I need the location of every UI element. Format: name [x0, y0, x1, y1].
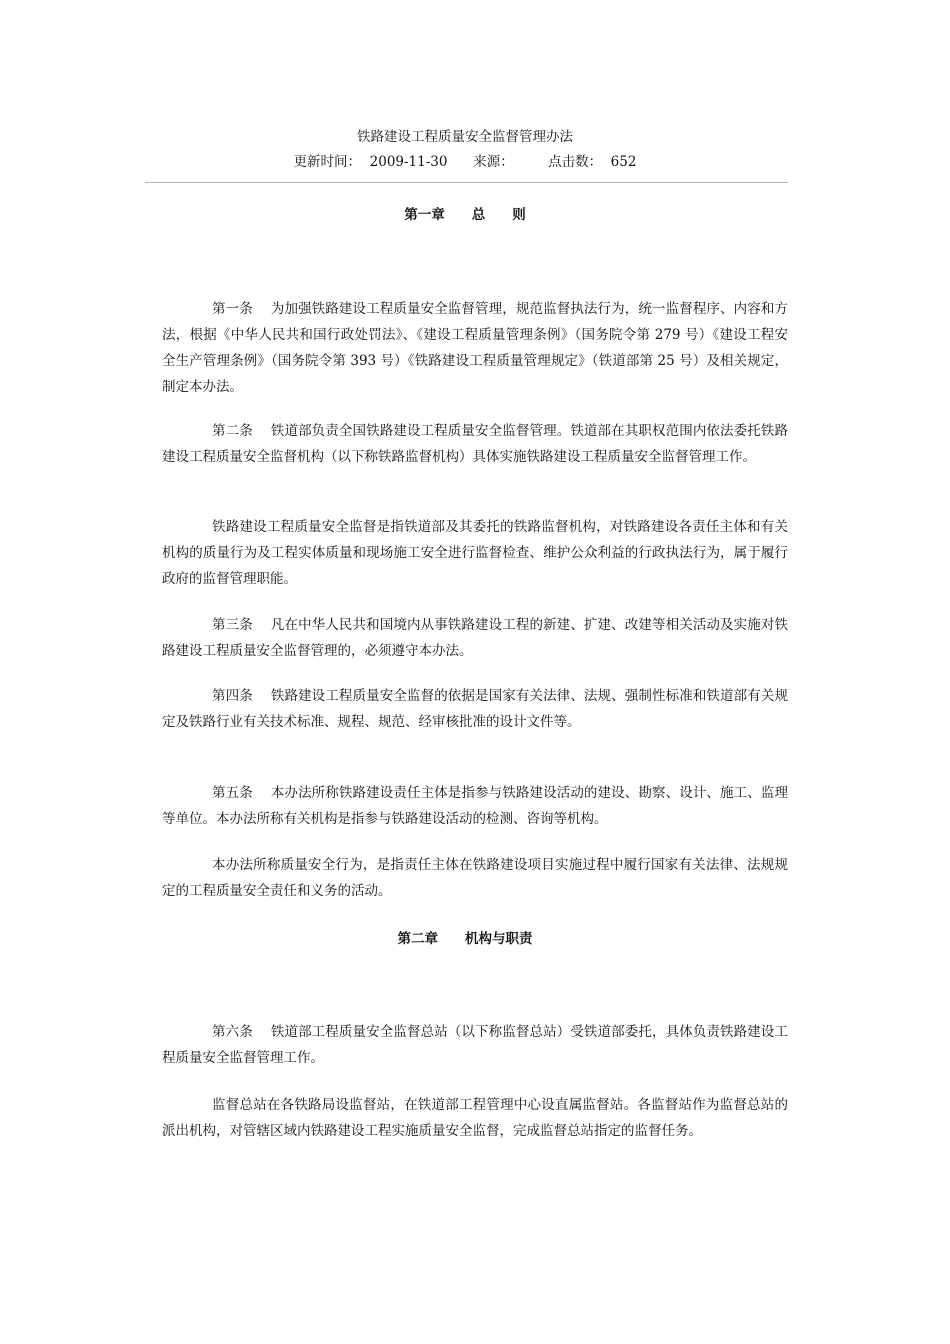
header-divider — [145, 182, 788, 183]
article-1-paragraph: 第一条 为加强铁路建设工程质量安全监督管理，规范监督执法行为，统一监督程序、内容和方法，根据《中华人民共和国行政处罚法》、《建设工程质量管理条例》（国务院令第 279 号）《建设工程安全生产管理条例》（国务院令第 393 号）《铁路建设工程质量管理规定》（铁道部第 25 号）及相关规定，制定本办法。 — [162, 301, 788, 395]
article-2-paragraph: 第二条 铁道部负责全国铁路建设工程质量安全监督管理。铁道部在其职权范围内依法委托铁路建设工程质量安全监督机构（以下称铁路监督机构）具体实施铁路建设工程质量安全监督管理工作。 — [162, 423, 788, 465]
article-6-paragraph: 第六条 铁道部工程质量安全监督总站（以下称监督总站）受铁道部委托，具体负责铁路建设工程质量安全监督管理工作。 — [162, 1024, 788, 1066]
update-time-value: 2009-11-30 — [369, 154, 448, 170]
click-count-value: 652 — [610, 154, 637, 170]
article-5-supplement-paragraph: 本办法所称质量安全行为，是指责任主体在铁路建设项目实施过程中履行国家有关法律、法规规定的工程质量安全责任和义务的活动。 — [162, 857, 788, 899]
article-6-supplement-paragraph: 监督总站在各铁路局设监督站，在铁道部工程管理中心设直属监督站。各监督站作为监督总站的派出机构，对管辖区域内铁路建设工程实施质量安全监督，完成监督总站指定的监督任务。 — [162, 1097, 788, 1139]
click-count-label: 点击数： — [548, 154, 603, 170]
article-5-paragraph: 第五条 本办法所称铁路建设责任主体是指参与铁路建设活动的建设、勘察、设计、施工、监理等单位。本办法所称有关机构是指参与铁路建设活动的检测、咨询等机构。 — [162, 785, 788, 827]
update-time-label: 更新时间： — [293, 154, 362, 170]
article-4-paragraph: 第四条 铁路建设工程质量安全监督的依据是国家有关法律、法规、强制性标准和铁道部有关规定及铁路行业有关技术标准、规程、规范、经审核批准的设计文件等。 — [162, 688, 788, 730]
source-label: 来源： — [473, 154, 514, 170]
article-3-paragraph: 第三条 凡在中华人民共和国境内从事铁路建设工程的新建、扩建、改建等相关活动及实施对铁路建设工程质量安全监督管理的，必须遵守本办法。 — [162, 617, 788, 659]
article-2-supplement-paragraph: 铁路建设工程质量安全监督是指铁道部及其委托的铁路监督机构，对铁路建设各责任主体和有关机构的质量行为及工程实体质量和现场施工安全进行监督检查、维护公众利益的行政执法行为，属于履行政府的监督管理职能。 — [162, 519, 788, 587]
chapter-heading-1: 第一章 总 则 — [404, 207, 526, 223]
document-meta — [0, 152, 930, 172]
document-title: 铁路建设工程质量安全监督管理办法 — [357, 129, 573, 145]
chapter-heading-2: 第二章 机构与职责 — [397, 931, 533, 947]
